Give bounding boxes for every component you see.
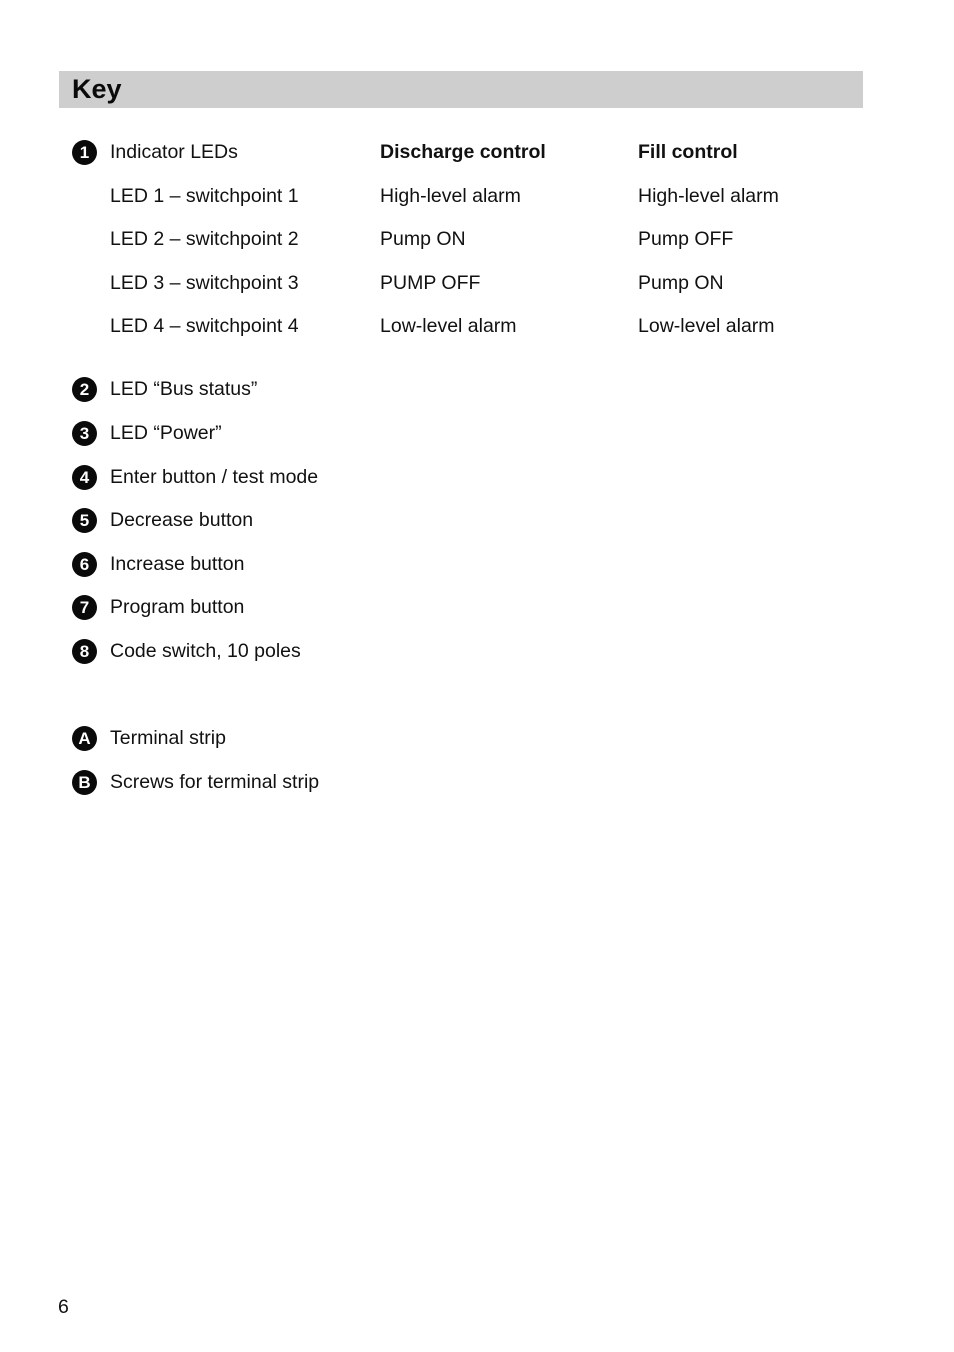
column-header-fill: Fill control [638,141,738,163]
led-row-discharge: Low-level alarm [380,315,517,337]
item-label-bus-status: LED “Bus status” [110,378,258,400]
item-label-terminal-screws: Screws for terminal strip [110,771,320,793]
item-label-increase-button: Increase button [110,553,245,575]
badge-1-icon: 1 [72,140,97,165]
led-row-label: LED 2 – switchpoint 2 [110,228,299,250]
item-label-enter-button: Enter button / test mode [110,466,319,488]
item-label-code-switch: Code switch, 10 poles [110,640,301,662]
led-row-fill: High-level alarm [638,185,779,207]
badge-a-icon: A [72,726,97,751]
led-row-fill: Pump ON [638,272,724,294]
badge-b-icon: B [72,770,97,795]
badge-8-icon: 8 [72,639,97,664]
badge-3-icon: 3 [72,421,97,446]
item-label-terminal-strip: Terminal strip [110,727,226,749]
item-label-indicator-leds: Indicator LEDs [110,141,238,163]
led-row-discharge: PUMP OFF [380,272,481,294]
led-row-label: LED 1 – switchpoint 1 [110,185,299,207]
badge-7-icon: 7 [72,595,97,620]
led-row-label: LED 4 – switchpoint 4 [110,315,299,337]
item-label-decrease-button: Decrease button [110,509,254,531]
badge-2-icon: 2 [72,377,97,402]
led-row-label: LED 3 – switchpoint 3 [110,272,299,294]
item-label-power: LED “Power” [110,422,222,444]
key-header-bar [59,71,863,108]
led-row-discharge: Pump ON [380,228,466,250]
led-row-fill: Low-level alarm [638,315,775,337]
badge-5-icon: 5 [72,508,97,533]
led-row-discharge: High-level alarm [380,185,521,207]
led-row-fill: Pump OFF [638,228,734,250]
page-title: Key [72,74,122,104]
badge-4-icon: 4 [72,465,97,490]
item-label-program-button: Program button [110,596,245,618]
page-number: 6 [58,1296,69,1318]
column-header-discharge: Discharge control [380,141,546,163]
badge-6-icon: 6 [72,552,97,577]
